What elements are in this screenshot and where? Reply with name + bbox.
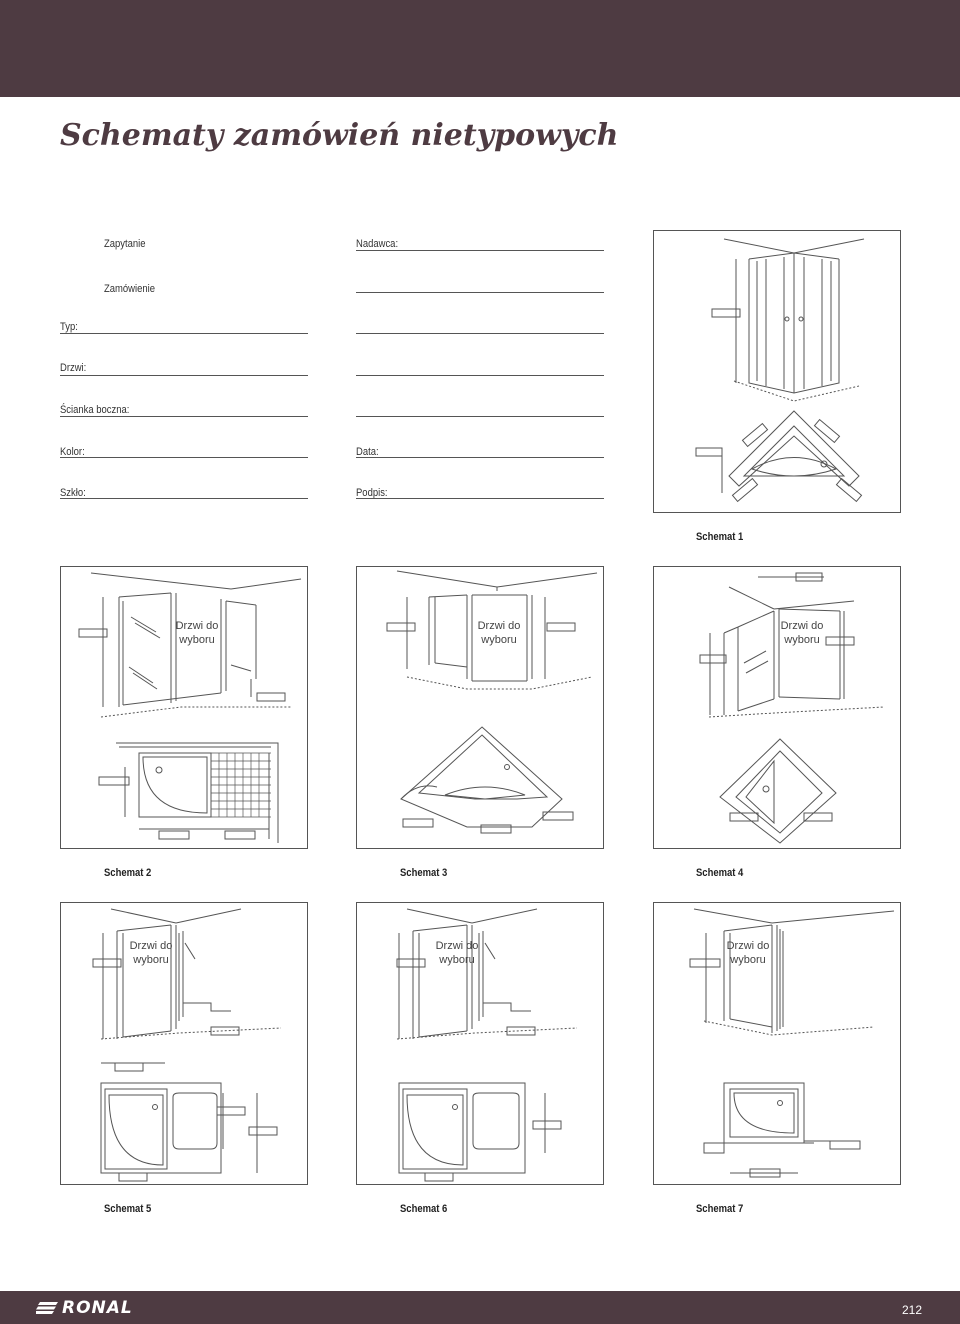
podpis-label: Podpis: xyxy=(356,487,388,499)
nadawca-label: Nadawca: xyxy=(356,238,399,250)
kolor-label: Kolor: xyxy=(60,446,85,458)
scheme-7-caption: Schemat 7 xyxy=(696,1203,744,1215)
scheme-7-drawing xyxy=(653,902,901,1185)
scianka-field[interactable] xyxy=(60,416,308,417)
zamowienie-label: Zamówienie xyxy=(104,283,156,295)
drzwi-label: Drzwi: xyxy=(60,362,87,374)
scheme-2-drawing xyxy=(60,566,308,849)
scheme-2-caption: Schemat 2 xyxy=(104,867,152,879)
scheme-6-drawing xyxy=(356,902,604,1185)
page-number: 212 xyxy=(901,1303,922,1317)
scheme-1-drawing xyxy=(653,230,901,513)
page-title: Schematy zamówień nietypowych xyxy=(60,118,619,153)
podpis-field[interactable] xyxy=(356,498,604,499)
scianka-label: Ścianka boczna: xyxy=(60,404,130,416)
scheme-6-door-label: Drzwi do wyboru xyxy=(435,940,479,966)
kolor-field[interactable] xyxy=(60,457,308,458)
scheme-5-caption: Schemat 5 xyxy=(104,1203,152,1215)
nadawca-field[interactable] xyxy=(356,250,604,251)
scheme-1-caption: Schemat 1 xyxy=(696,531,744,543)
scheme-5-drawing xyxy=(60,902,308,1185)
szklo-field[interactable] xyxy=(60,498,308,499)
ronal-logo-icon xyxy=(36,1301,58,1315)
address-line-3[interactable] xyxy=(356,375,604,376)
scheme-5-door-label: Drzwi do wyboru xyxy=(129,940,173,966)
scheme-4-caption: Schemat 4 xyxy=(696,867,744,879)
scheme-4-door-label: Drzwi do wyboru xyxy=(780,620,824,646)
scheme-2-door-label: Drzwi do wyboru xyxy=(175,620,219,646)
address-line-4[interactable] xyxy=(356,416,604,417)
scheme-3-caption: Schemat 3 xyxy=(400,867,448,879)
drzwi-field[interactable] xyxy=(60,375,308,376)
typ-label: Typ: xyxy=(60,321,78,333)
data-label: Data: xyxy=(356,446,379,458)
address-line-2[interactable] xyxy=(356,333,604,334)
scheme-7-door-label: Drzwi do wyboru xyxy=(726,940,770,966)
scheme-3-door-label: Drzwi do wyboru xyxy=(477,620,521,646)
zapytanie-label: Zapytanie xyxy=(104,238,146,250)
brand-name: RONAL xyxy=(62,1298,133,1318)
data-field[interactable] xyxy=(356,457,604,458)
ronal-logo xyxy=(36,1299,133,1317)
footer-bar xyxy=(0,1291,960,1324)
typ-field[interactable] xyxy=(60,333,308,334)
scheme-3-drawing xyxy=(356,566,604,849)
top-bar xyxy=(0,0,960,97)
address-line-1[interactable] xyxy=(356,292,604,293)
szklo-label: Szkło: xyxy=(60,487,86,499)
scheme-6-caption: Schemat 6 xyxy=(400,1203,448,1215)
scheme-4-drawing xyxy=(653,566,901,849)
